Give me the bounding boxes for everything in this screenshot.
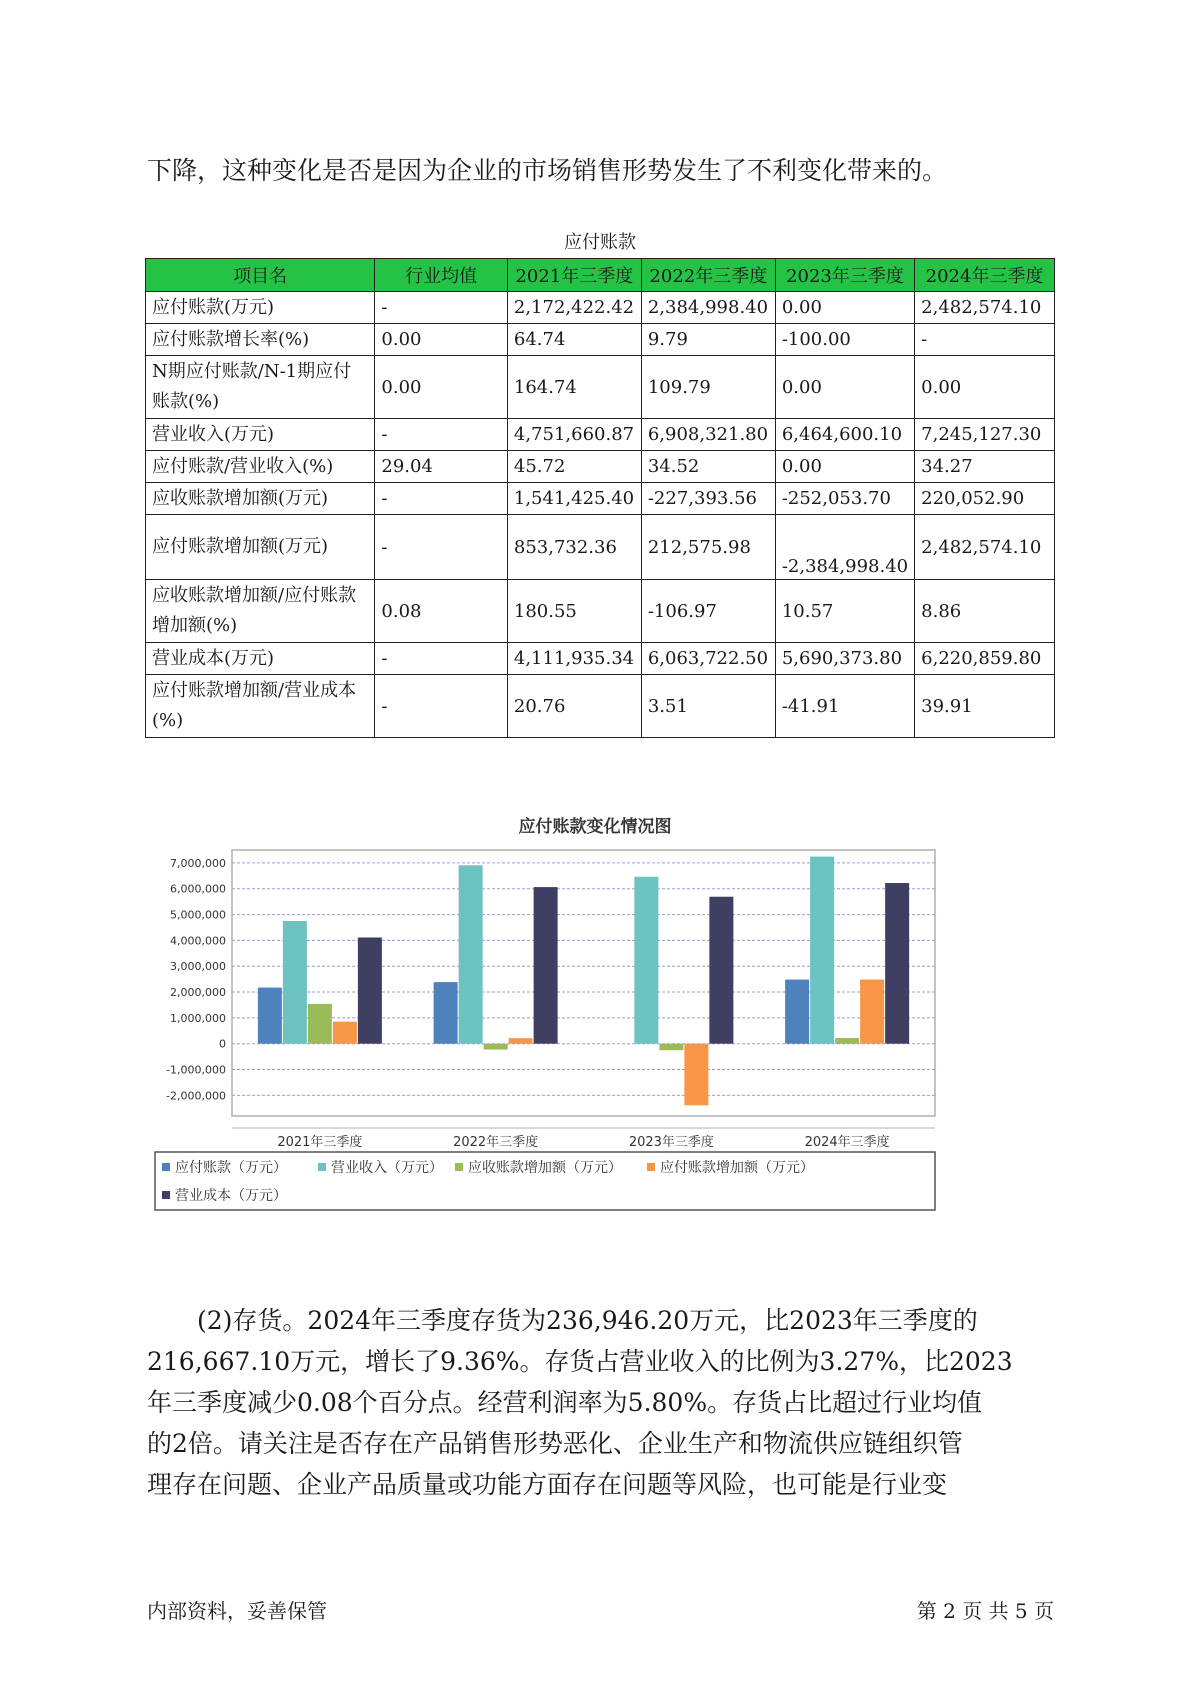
table-caption: 应付账款 [564,232,636,253]
accounts-payable-chart [150,800,1040,1260]
table-cell: 4,111,935.34 [507,643,641,675]
intro-paragraph [147,150,1053,191]
row-label: 应收账款增加额(万元) [146,483,375,515]
table-cell: - [375,419,507,451]
legend-swatch [162,1191,170,1199]
table-row [146,515,1055,580]
table-cell: 0.00 [775,292,914,324]
legend-swatch [455,1163,463,1171]
row-label: 应付账款增加额/营业成本(%) [146,675,375,738]
para2-line-1-text: (2)存货。2024年三季度存货为236,946.20万元，比2023年三季度的 [197,1306,978,1335]
table-row [146,451,1055,483]
bar [785,980,809,1044]
table-cell: 0.00 [775,451,914,483]
y-tick-label: 5,000,000 [170,908,226,922]
table-cell: 20.76 [507,675,641,738]
table-cell: -227,393.56 [641,483,775,515]
bar [534,887,558,1044]
bar [835,1038,859,1044]
bar [308,1004,332,1044]
table-cell: - [915,324,1055,356]
table-cell: 6,220,859.80 [915,643,1055,675]
table-cell: 10.57 [775,580,914,643]
table-cell: 109.79 [641,356,775,419]
table-cell: 2,482,574.10 [915,515,1055,580]
y-tick-label: 2,000,000 [170,986,226,1000]
x-category-label: 2022年三季度 [453,1135,539,1150]
bar [810,857,834,1044]
table-cell: - [375,643,507,675]
table-cell: 9.79 [641,324,775,356]
accounts-payable-table [145,258,1055,738]
y-tick-label: 0 [219,1037,226,1051]
table-cell: -2,384,998.40 [775,515,914,580]
bar [459,865,483,1043]
table-cell: 34.52 [641,451,775,483]
chart-svg [150,800,1040,1260]
legend-swatch [647,1163,655,1171]
table-cell: 4,751,660.87 [507,419,641,451]
footer-page-number: 第 2 页 共 5 页 [916,1599,1054,1623]
x-category-label: 2021年三季度 [277,1135,363,1150]
table-cell: 6,063,722.50 [641,643,775,675]
footer-confidential: 内部资料，妥善保管 [147,1599,327,1623]
table-cell: - [375,515,507,580]
row-label: 应付账款增长率(%) [146,324,375,356]
bar [860,980,884,1044]
bar [358,937,382,1043]
table-cell: 29.04 [375,451,507,483]
y-tick-label: -2,000,000 [166,1089,226,1103]
y-tick-label: 3,000,000 [170,960,226,974]
y-tick-label: 4,000,000 [170,934,226,948]
table-row [146,580,1055,643]
table-cell: 180.55 [507,580,641,643]
table-cell: 39.91 [915,675,1055,738]
table-cell: 853,732.36 [507,515,641,580]
y-tick-label: 1,000,000 [170,1011,226,1025]
table-cell: 220,052.90 [915,483,1055,515]
table-cell: 7,245,127.30 [915,419,1055,451]
table-cell: 2,384,998.40 [641,292,775,324]
table-cell: -252,053.70 [775,483,914,515]
table-cell: 0.00 [915,356,1055,419]
table-cell: 2,172,422.42 [507,292,641,324]
table-row [146,324,1055,356]
table-row [146,483,1055,515]
table-cell: 64.74 [507,324,641,356]
table-row [146,643,1055,675]
table-cell: -100.00 [775,324,914,356]
header-industry-avg: 行业均值 [375,259,507,292]
header-2022q3: 2022年三季度 [641,259,775,292]
table-cell: 34.27 [915,451,1055,483]
table-cell: 1,541,425.40 [507,483,641,515]
row-label: 应收账款增加额/应付账款增加额(%) [146,580,375,643]
bar [634,877,658,1044]
table-cell: 0.08 [375,580,507,643]
table-row [146,356,1055,419]
table-cell: - [375,292,507,324]
bar [709,897,733,1044]
bar [434,982,458,1044]
para2-line-3: 年三季度减少0.08个百分点。经营利润率为5.80%。存货占比超过行业均值 [147,1388,983,1417]
x-category-label: 2024年三季度 [804,1135,890,1150]
table-cell: 0.00 [375,324,507,356]
row-label: 营业收入(万元) [146,419,375,451]
para2-line-4: 的2倍。请关注是否存在产品销售形势恶化、企业生产和物流供应链组织管 [147,1429,963,1458]
table-row [146,675,1055,738]
y-tick-label: 6,000,000 [170,882,226,896]
table-row [146,292,1055,324]
legend-label: 应付账款增加额（万元） [660,1160,814,1176]
table-header-row [146,259,1055,292]
row-label: 应付账款/营业收入(%) [146,451,375,483]
bar [684,1044,708,1106]
table-cell: -41.91 [775,675,914,738]
table-cell: 45.72 [507,451,641,483]
row-label: N期应付账款/N-1期应付账款(%) [146,356,375,419]
legend-label: 应收账款增加额（万元） [468,1160,622,1176]
header-2021q3: 2021年三季度 [507,259,641,292]
table-cell: 2,482,574.10 [915,292,1055,324]
para2-line-2: 216,667.10万元，增长了9.36%。存货占营业收入的比例为3.27%，比2023 [147,1347,1013,1376]
intro-text: 下降，这种变化是否是因为企业的市场销售形势发生了不利变化带来的。 [147,156,948,185]
row-label: 应付账款(万元) [146,292,375,324]
row-label: 应付账款增加额(万元) [146,515,375,580]
bar [283,921,307,1044]
x-category-label: 2023年三季度 [628,1135,714,1150]
legend-swatch [318,1163,326,1171]
table-cell: 164.74 [507,356,641,419]
para2-line-5: 理存在问题、企业产品质量或功能方面存在问题等风险，也可能是行业变 [147,1470,948,1499]
table-cell: - [375,483,507,515]
bar [333,1022,357,1044]
y-tick-label: 7,000,000 [170,856,226,870]
y-tick-label: -1,000,000 [166,1063,226,1077]
header-2024q3: 2024年三季度 [915,259,1055,292]
bar [659,1044,683,1051]
table-cell: 6,908,321.80 [641,419,775,451]
table-cell: 8.86 [915,580,1055,643]
table-row [146,419,1055,451]
table-cell: -106.97 [641,580,775,643]
table-cell: 0.00 [775,356,914,419]
table-cell: 5,690,373.80 [775,643,914,675]
bar [484,1044,508,1050]
table-cell: 0.00 [375,356,507,419]
row-label: 营业成本(万元) [146,643,375,675]
legend-label: 营业收入（万元） [331,1160,443,1176]
legend-label: 应付账款（万元） [175,1160,287,1176]
inventory-paragraph [147,1300,1053,1505]
table-cell: 3.51 [641,675,775,738]
legend-swatch [162,1163,170,1171]
bar [509,1038,533,1043]
bar [258,988,282,1044]
header-2023q3: 2023年三季度 [775,259,914,292]
chart-title: 应付账款变化情况图 [518,817,672,837]
legend-label: 营业成本（万元） [175,1188,287,1204]
para2-line-1 [147,1300,1053,1341]
table-cell: - [375,675,507,738]
header-item-name: 项目名 [146,259,375,292]
table-cell: 6,464,600.10 [775,419,914,451]
table-cell: 212,575.98 [641,515,775,580]
bar [885,883,909,1044]
